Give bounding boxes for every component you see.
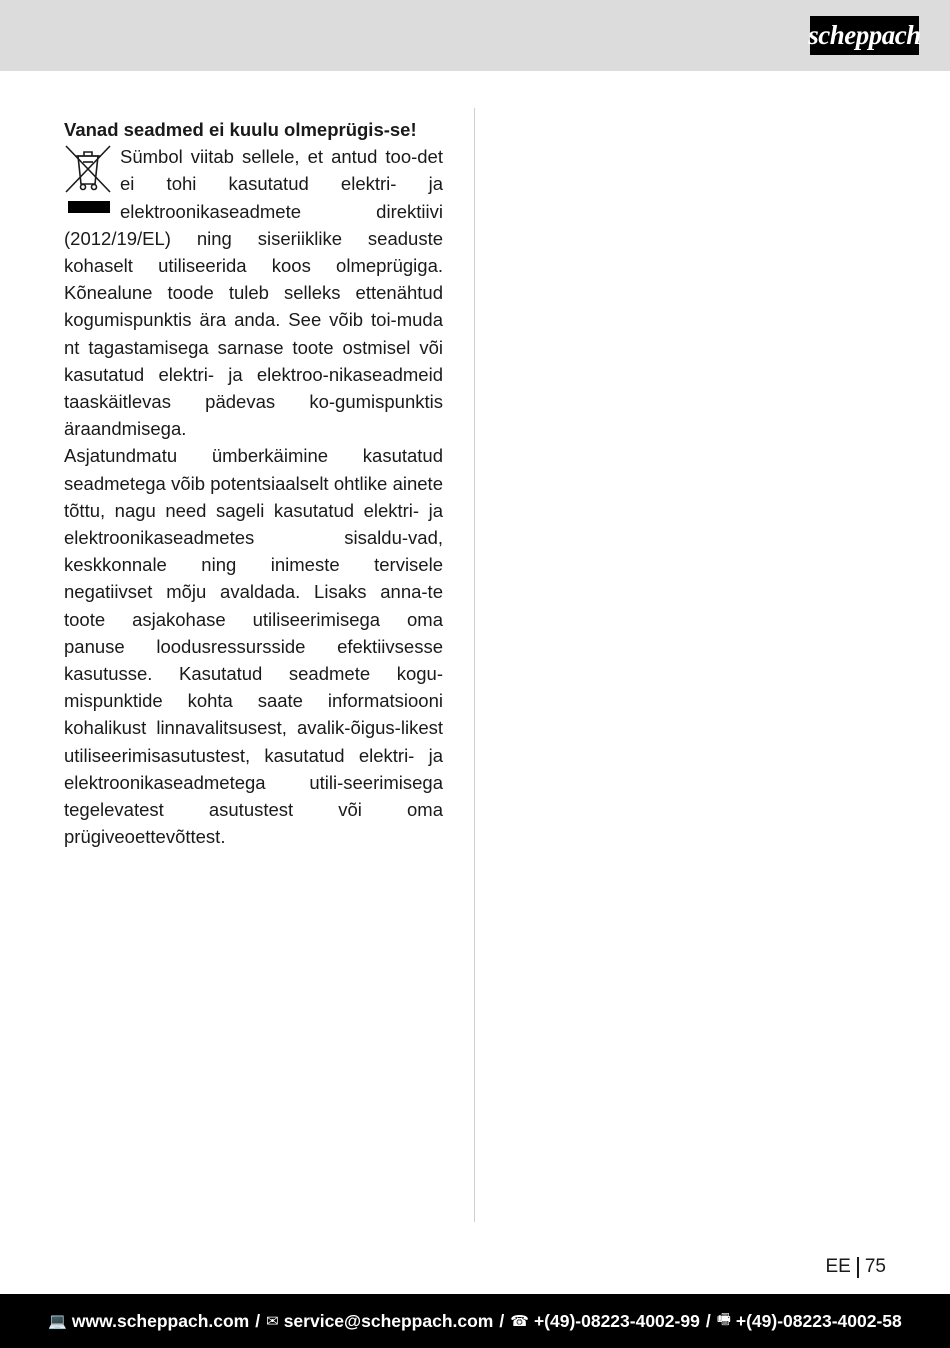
language-code: EE (825, 1256, 851, 1277)
page-number-separator (857, 1257, 859, 1278)
footer-phone[interactable]: +(49)-08223-4002-99 (533, 1310, 700, 1331)
footer-bar (0, 1294, 950, 1348)
left-column (64, 116, 443, 850)
column-divider (474, 108, 475, 1222)
footer-separator: / (255, 1310, 261, 1331)
page-number (826, 1256, 887, 1278)
page-number-value: 75 (864, 1256, 886, 1277)
brand-logo: scheppach (810, 16, 919, 55)
footer-website[interactable]: www.scheppach.com (71, 1310, 250, 1331)
disposal-paragraph-1: Sümbol viitab sellele, et antud too-det ei tohi kasutatud elektri- ja elektroonikaseadmete direktiivi (2012/19/EL) ning siseriiklike seaduste kohaselt utiliseerida koos olmeprügiga. Kõnealune toode tuleb selleks ettenähtud kogumispunktis ära anda. See võib toi-muda nt tagastamisega sarnase toote ostmisel või kasutatud elektri- ja elektroo-nikaseadmeid taaskäitlevas pädevas ko-gumispunktis äraandmisega. (64, 146, 443, 440)
section-heading: Vanad seadmed ei kuulu olmeprügis-se! (64, 119, 417, 140)
computer-icon: 💻 (48, 1313, 67, 1330)
mail-icon: ✉ (266, 1313, 279, 1330)
footer-email[interactable]: service@scheppach.com (283, 1310, 494, 1331)
disposal-paragraph-2: Asjatundmatu ümberkäimine kasutatud seadmetega võib potentsiaalselt ohtlike ainete tõttu, nagu need sageli kasutatud elektri- ja elektroonikaseadmetes sisaldu-vad, keskkonnale ning inimeste tervisele negatiivset mõju avaldada. Lisaks anna-te toote asjakohase utiliseerimisega oma panuse loodusressursside efektiivsesse kasutusse. Kasutatud seadmete kogu-mispunktide kohta saate informatsiooni kohalikust linnavalitsusest, avalik-õigus-likest utiliseerimisasutustest, kasutatud elektri- ja elektroonikaseadmetega utili-seerimisega tegelevatest asutustest või oma prügiveoettevõttest. (64, 445, 443, 848)
footer-fax: +(49)-08223-4002-58 (735, 1310, 902, 1331)
fax-icon: 🖷 (716, 1310, 731, 1328)
footer-separator: / (499, 1310, 505, 1331)
crossed-out-wheelie-bin-icon (64, 144, 112, 222)
footer-separator: / (705, 1310, 711, 1331)
phone-icon: ☎ (510, 1313, 529, 1330)
